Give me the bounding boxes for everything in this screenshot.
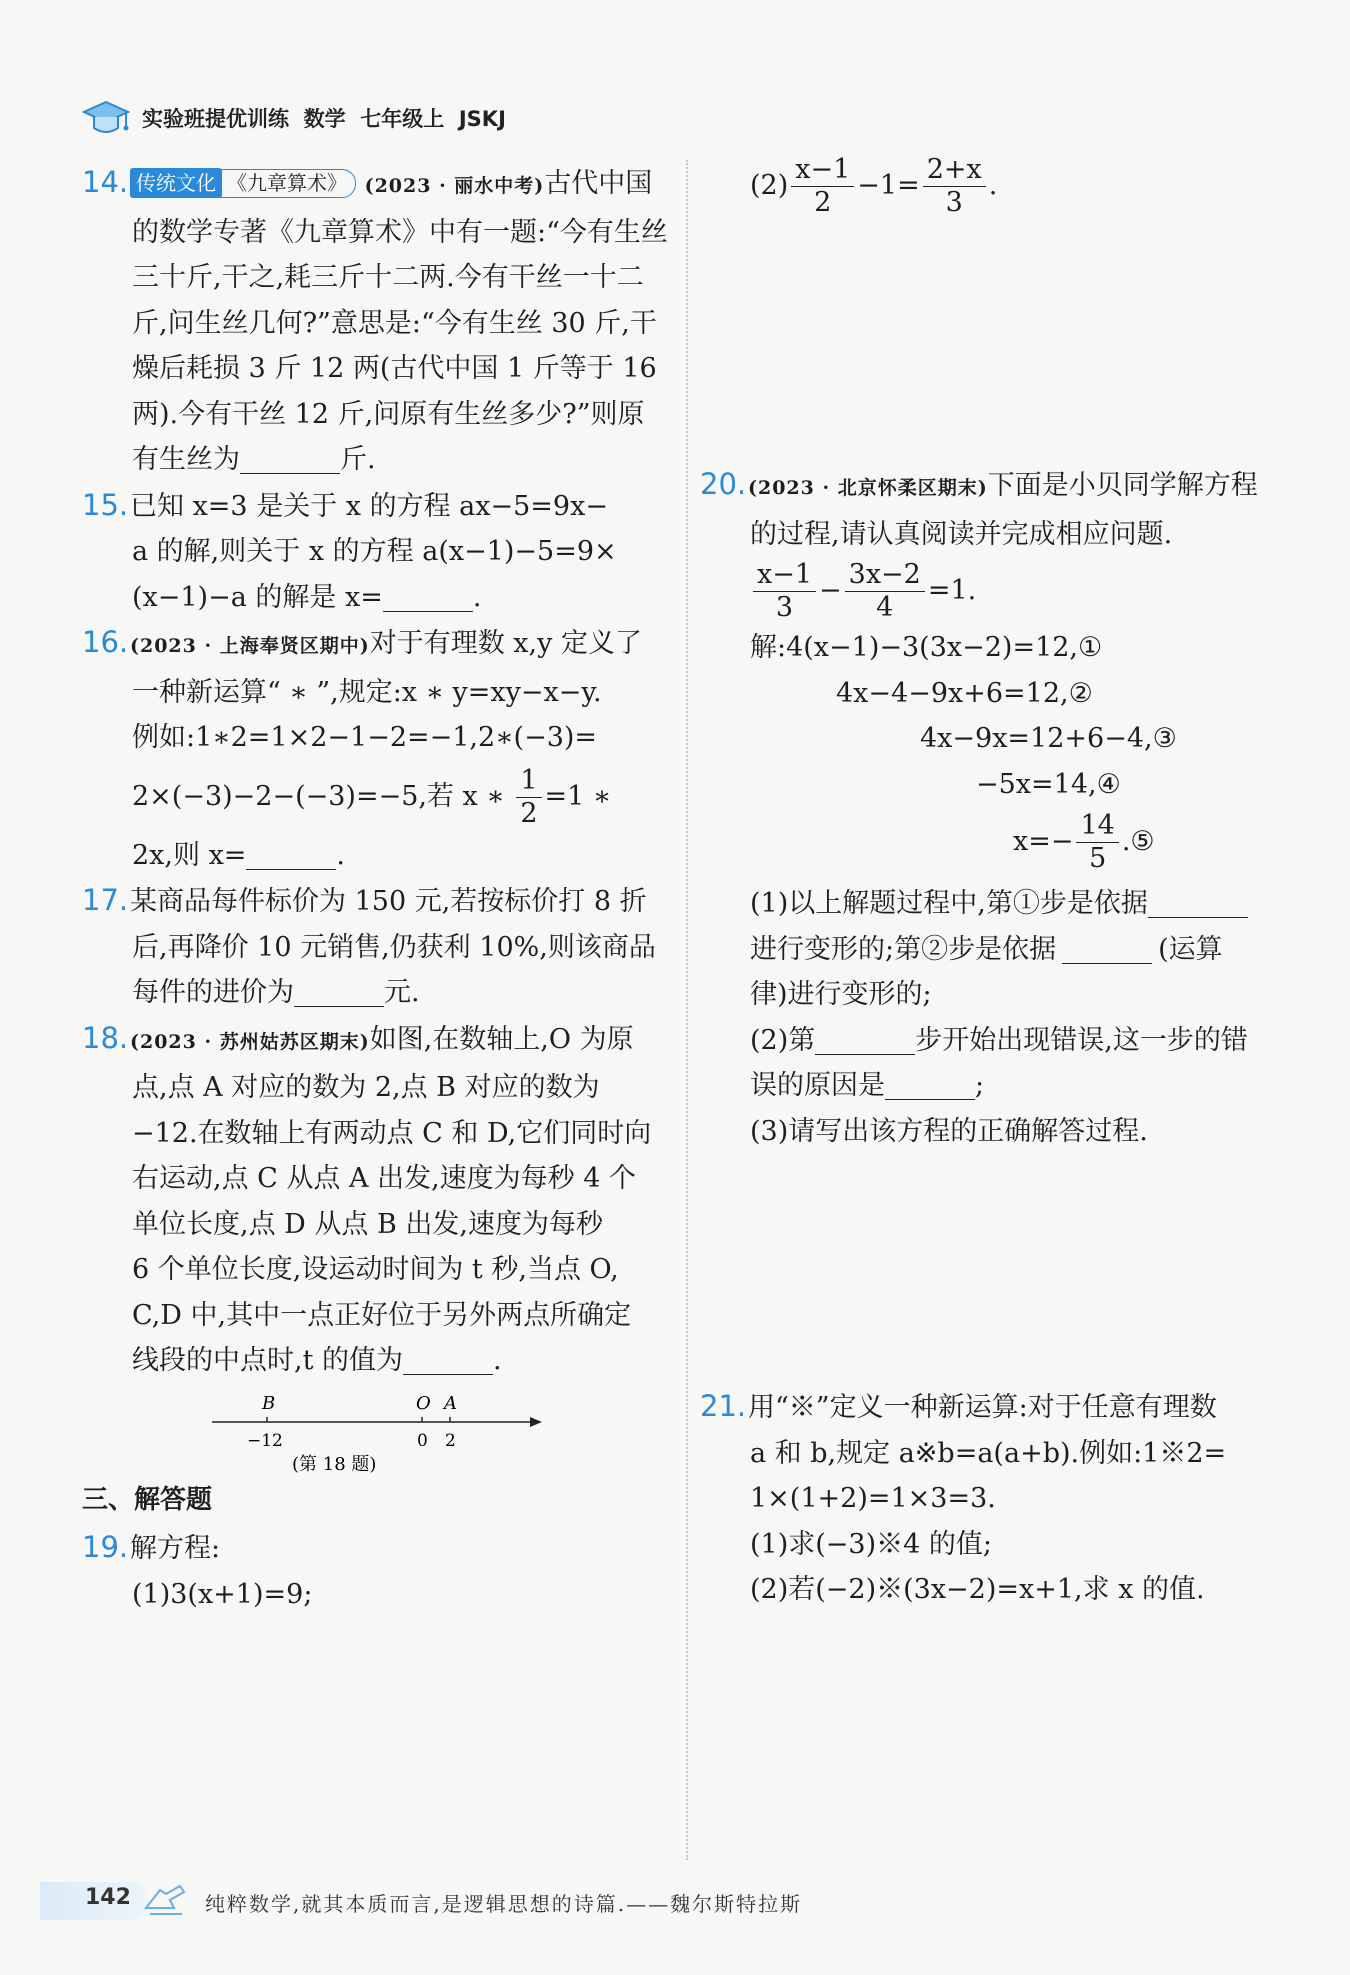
question-number: 18. — [82, 1020, 129, 1055]
question-line: 后,再降价 10 元销售,仍获利 10%,则该商品 — [132, 931, 656, 963]
question-stem: 解方程: — [130, 1533, 221, 1564]
question-line: 用“※”定义一种新运算:对于任意有理数 — [748, 1392, 1217, 1423]
question-line: 线段的中点时,t 的值为 — [132, 1345, 404, 1376]
answer-blank[interactable] — [403, 1346, 493, 1375]
question-line: 古代中国 — [544, 168, 653, 199]
point-label-o: O — [416, 1392, 431, 1414]
question-line: (2)若(−2)※(3x−2)=x+1,求 x 的值. — [750, 1574, 1205, 1605]
answer-blank[interactable] — [1062, 935, 1152, 964]
question-14 — [82, 160, 672, 483]
question-line: a 和 b,规定 a※b=a(a+b).例如:1※2= — [750, 1437, 1227, 1469]
answer-blank[interactable] — [815, 1026, 915, 1055]
question-line: 1×(1+2)=1×3=3. — [750, 1483, 996, 1514]
question-line: 下面是小贝同学解方程 — [987, 470, 1258, 501]
given-equation: $\frac{x-1}{3}$ − $\frac{3x-2}{4}$ =1. — [700, 557, 1290, 625]
question-number: 16. — [82, 625, 129, 659]
question-number: 20. — [700, 467, 747, 501]
question-line: (运算 — [1158, 933, 1223, 965]
page-header — [82, 96, 506, 140]
question-line: . — [493, 1345, 502, 1376]
solution-step-1: 解:4(x−1)−3(3x−2)=12,① — [750, 632, 1103, 663]
fraction: $\frac{14}{5}$ — [1076, 810, 1118, 875]
question-line: . — [472, 581, 482, 613]
question-18 — [82, 1016, 672, 1474]
page-number: 142 — [85, 1885, 131, 1910]
tick-label-a: 2 — [445, 1430, 456, 1451]
question-line: 步开始出现错误,这一步的错 — [915, 1024, 1248, 1056]
question-line: 误的原因是 — [750, 1070, 885, 1101]
book-tag: 《九章算术》 — [218, 169, 356, 198]
question-line: 已知 x=3 是关于 x 的方程 ax−5=9x− — [130, 490, 608, 522]
question-number: 17. — [82, 883, 129, 917]
solution-step-5: x=− $\frac{14}{5}$ .⑤ — [1013, 810, 1155, 874]
question-line: 对于有理数 x,y 定义了 — [369, 628, 642, 659]
figure-caption: (第 18 题) — [292, 1453, 377, 1474]
question-part-1: (1)3(x+1)=9; — [132, 1578, 313, 1610]
question-source: (2023 · 苏州姑苏区期末) — [130, 1030, 370, 1053]
answer-blank[interactable] — [1148, 889, 1248, 918]
arrow-right-icon — [530, 1417, 542, 1427]
question-line: (x−1)−a 的解是 x= — [132, 581, 383, 613]
answer-blank[interactable] — [383, 583, 473, 612]
question-17 — [82, 878, 672, 1016]
footer-quote: 纯粹数学,就其本质而言,是逻辑思想的诗篇.——魏尔斯特拉斯 — [205, 1892, 803, 1916]
question-line: 右运动,点 C 从点 A 出发,速度为每秒 4 个 — [132, 1163, 636, 1194]
section-title: 三、解答题 — [82, 1484, 213, 1515]
graduation-cap-icon — [82, 98, 130, 138]
question-line: 一种新运算“ ∗ ”,规定:x ∗ y=xy−x−y. — [132, 676, 602, 708]
traditional-culture-badge: 传统文化 — [130, 168, 222, 198]
question-21 — [700, 1384, 1290, 1613]
tick-label-b: −12 — [247, 1430, 283, 1451]
question-line: 燥后耗损 3 斤 12 两(古代中国 1 斤等于 16 — [132, 353, 657, 384]
question-line: 2×(−3)−2−(−3)=−5,若 x ∗ — [132, 780, 505, 812]
question-line: ; — [975, 1070, 985, 1101]
left-column — [82, 160, 672, 1617]
question-line: 如图,在数轴上,O 为原 — [369, 1023, 634, 1055]
question-16 — [82, 620, 672, 878]
answer-blank[interactable] — [885, 1071, 975, 1100]
question-number: 14. — [82, 165, 129, 199]
question-line: 两).今有干丝 12 斤,问原有生丝多少?”则原 — [132, 398, 645, 430]
fraction: $\frac{3x-2}{4}$ — [845, 559, 925, 624]
hand-pointer-icon — [140, 1878, 190, 1918]
question-15 — [82, 483, 672, 621]
tick-label-o: 0 — [417, 1430, 428, 1451]
question-line: −12.在数轴上有两动点 C 和 D,它们同时向 — [132, 1117, 652, 1149]
point-label-a: A — [444, 1392, 457, 1414]
question-line: 律)进行变形的; — [750, 979, 932, 1010]
question-line: 2x,则 x= — [132, 839, 247, 871]
question-line: . — [336, 839, 346, 871]
fraction: $\frac{x-1}{3}$ — [753, 559, 816, 624]
part-label: (2) — [750, 170, 789, 201]
question-line: =1 ∗ — [544, 780, 612, 812]
question-number: 19. — [82, 1530, 129, 1564]
question-line: (2)第 — [750, 1024, 816, 1056]
question-line: 有生丝为 — [132, 444, 240, 475]
fraction: $\frac{2+x}{3}$ — [923, 154, 986, 219]
question-line: (1)以上解题过程中,第①步是依据 — [750, 888, 1148, 919]
question-line: 例如:1∗2=1×2−1−2=−1,2∗(−3)= — [132, 722, 598, 753]
solution-step-2: 4x−4−9x+6=12,② — [836, 677, 1093, 709]
fraction-one-half: $\frac{1}{2}$ — [516, 765, 541, 830]
header-title: 实验班提优训练 数学 七年级上 JSKJ — [142, 107, 506, 131]
question-line: 元. — [384, 977, 420, 1008]
number-line-figure — [82, 1384, 672, 1474]
column-divider — [686, 160, 688, 1860]
question-line: 单位长度,点 D 从点 B 出发,速度为每秒 — [132, 1208, 603, 1240]
equation-text: −1= — [857, 170, 920, 201]
answer-blank[interactable] — [240, 445, 340, 474]
question-line: C,D 中,其中一点正好位于另外两点所确定 — [132, 1299, 632, 1331]
solution-step-4: −5x=14,④ — [976, 768, 1121, 800]
question-19-part-2 — [700, 150, 1290, 222]
answer-blank[interactable] — [294, 978, 384, 1007]
equation-text: . — [988, 170, 998, 201]
question-line: 某商品每件标价为 150 元,若按标价打 8 折 — [130, 886, 647, 917]
question-source: (2023 · 北京怀柔区期末) — [748, 477, 988, 499]
question-line: (1)求(−3)※4 的值; — [750, 1528, 992, 1560]
solution-step-3: 4x−9x=12+6−4,③ — [920, 723, 1177, 754]
question-line: 的数学专著《九章算术》中有一题:“今有生丝 — [132, 216, 668, 248]
question-source: (2023 · 丽水中考) — [364, 175, 545, 197]
answer-blank[interactable] — [246, 841, 336, 870]
fraction: $\frac{x-1}{2}$ — [791, 154, 854, 219]
question-line: 斤,问生丝几何?”意思是:“今有生丝 30 斤,干 — [132, 307, 657, 339]
question-line: 6 个单位长度,设运动时间为 t 秒,当点 O, — [132, 1254, 619, 1285]
right-column — [700, 154, 1290, 1613]
question-line: 三十斤,干之,耗三斤十二两.今有干丝一十二 — [132, 262, 644, 293]
question-20 — [700, 462, 1290, 1154]
question-line: (3)请写出该方程的正确解答过程. — [750, 1115, 1148, 1147]
question-number: 15. — [82, 487, 129, 522]
question-number: 21. — [700, 1389, 747, 1423]
question-line: 每件的进价为 — [132, 977, 294, 1008]
question-line: 斤. — [340, 444, 376, 475]
question-line: 进行变形的;第②步是依据 — [750, 933, 1057, 965]
question-19 — [82, 1525, 672, 1617]
point-label-b: B — [262, 1392, 276, 1414]
question-line: 的过程,请认真阅读并完成相应问题. — [750, 518, 1173, 550]
question-line: a 的解,则关于 x 的方程 a(x−1)−5=9× — [132, 536, 617, 567]
question-source: (2023 · 上海奉贤区期中) — [130, 635, 370, 657]
question-line: 点,点 A 对应的数为 2,点 B 对应的数为 — [132, 1072, 600, 1103]
